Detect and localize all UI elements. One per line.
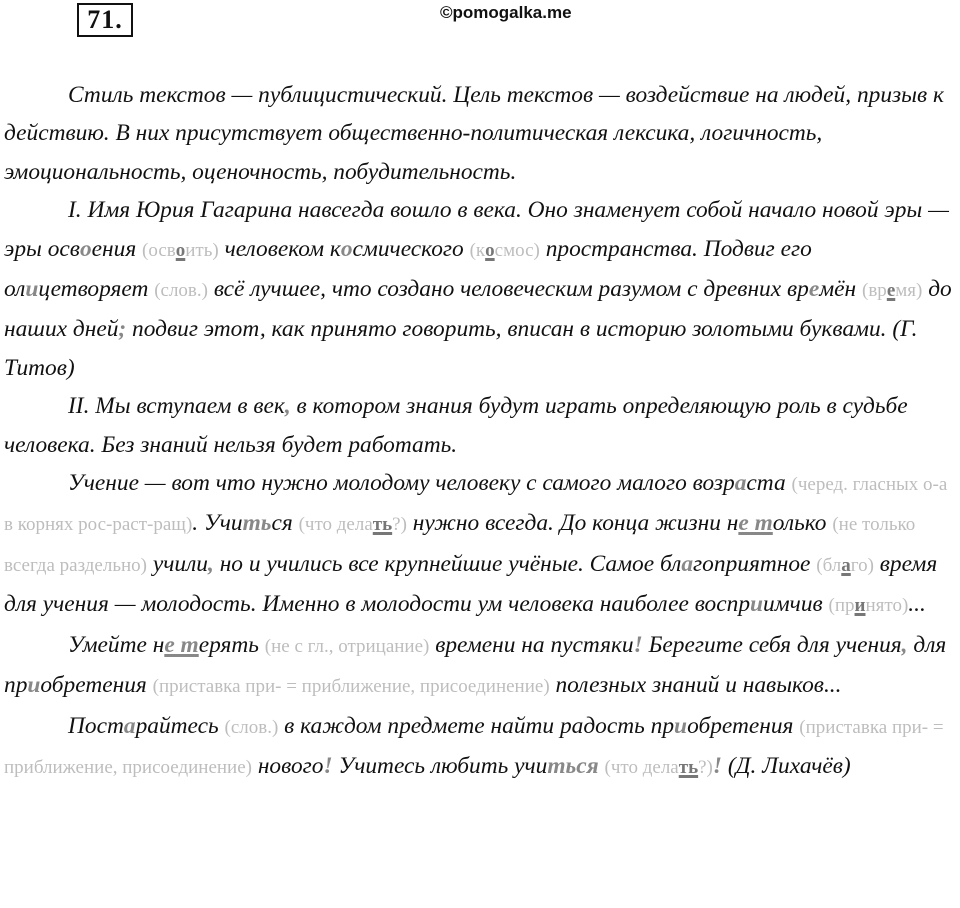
text-run: в котором знания будут играть определяющую роль в судьбе человека. Без знаний нельзя будет работать. bbox=[4, 393, 908, 458]
hint-text: (что делать?) bbox=[604, 756, 713, 778]
highlight-letter: а bbox=[734, 470, 747, 497]
highlight-letter: е т bbox=[738, 510, 773, 537]
text-run: для пр bbox=[4, 631, 947, 699]
text-run: подвиг этот, как принято говорить, вписан в историю золотыми буквами. (Г. Титов) bbox=[4, 316, 918, 381]
highlight-letter: и bbox=[27, 672, 41, 699]
text-run: нужно всегда. До конца жизни н bbox=[406, 510, 739, 537]
highlight-letter: о bbox=[79, 235, 92, 262]
text-run: ... bbox=[908, 591, 926, 618]
exercise-number: 71. bbox=[77, 3, 133, 37]
text-run: смического bbox=[352, 235, 470, 262]
hint-letter: ть bbox=[678, 756, 699, 778]
paragraph-joy bbox=[4, 707, 956, 788]
highlight-punct: ! bbox=[633, 631, 643, 658]
hint-text: (благо) bbox=[816, 554, 874, 576]
text-run: (Д. Лихачёв) bbox=[722, 752, 851, 779]
highlight-letter: е т bbox=[164, 631, 199, 658]
text-run: время для учения — молодость. Именно в молодости ум человека наиболее воспр bbox=[4, 550, 938, 618]
text-run: Берегите себя для учения bbox=[642, 631, 902, 658]
text-run: мён bbox=[819, 276, 862, 303]
hint-text: (приставка при- = приближение, присоединение) bbox=[152, 676, 550, 698]
hint-text: (не с гл., отрицание) bbox=[264, 635, 430, 657]
text-run: цетворяет bbox=[38, 276, 155, 303]
text-run: Пост bbox=[68, 712, 124, 739]
hint-text: (космос) bbox=[469, 239, 540, 261]
hint-letter: о bbox=[175, 239, 186, 261]
text-run: учили bbox=[147, 550, 208, 577]
text-run: II. Мы вступаем в век bbox=[68, 393, 285, 420]
paragraph-gagarin bbox=[4, 191, 956, 387]
highlight-punct: , bbox=[284, 393, 291, 420]
hint-text: (освоить) bbox=[142, 239, 219, 261]
highlight-letter: и bbox=[750, 591, 764, 618]
text-run: полезных знаний и навыков... bbox=[549, 672, 842, 699]
text-run: человеком к bbox=[218, 235, 341, 262]
highlight-letter: а bbox=[123, 712, 136, 739]
highlight-letter: ть bbox=[242, 510, 272, 537]
watermark-brand: ©pomogalka.me bbox=[440, 3, 572, 22]
text-run: I. Имя Юрия Гагарина навсегда вошло в века. Оно знаменует собой начало новой эры — эры осв bbox=[4, 197, 949, 262]
text-run: гоприятное bbox=[693, 550, 817, 577]
text-run: Стиль текстов — публицистический. Цель текстов — воздействие на людей, призыв к действию. В них присутствует общественно-политическая лексика, логичность, эмоциональность, оценочность, побудительность. bbox=[4, 82, 944, 185]
hint-letter: а bbox=[841, 554, 851, 576]
text-run: ения bbox=[91, 235, 143, 262]
highlight-letter: о bbox=[340, 235, 353, 262]
text-run: ся bbox=[271, 510, 299, 537]
text-run: всё лучшее, что создано человеческим разумом с древних вр bbox=[207, 276, 809, 303]
highlight-punct: ! bbox=[712, 752, 722, 779]
hint-text: (что делать?) bbox=[298, 514, 407, 536]
exercise-text bbox=[4, 76, 956, 787]
hint-letter: ть bbox=[372, 514, 393, 536]
highlight-letter: ться bbox=[547, 752, 605, 779]
highlight-punct: , bbox=[901, 631, 908, 658]
highlight-punct: , bbox=[207, 550, 214, 577]
text-run: но и учились все крупнейшие учёные. Самое бл bbox=[213, 550, 682, 577]
highlight-punct: ; bbox=[118, 316, 127, 343]
hint-text: (время) bbox=[862, 280, 923, 302]
text-run: времени на пустяки bbox=[429, 631, 634, 658]
paragraph-style bbox=[4, 76, 956, 191]
text-run: райтесь bbox=[135, 712, 225, 739]
text-run: обретения bbox=[687, 712, 800, 739]
paragraph-knowledge bbox=[4, 387, 956, 464]
text-run: Учение — вот что нужно молодому человеку с самого малого возр bbox=[68, 470, 735, 497]
hint-text: (слов.) bbox=[224, 716, 279, 738]
hint-text: (не только всегда раздельно) bbox=[4, 514, 916, 576]
hint-letter: о bbox=[485, 239, 495, 261]
text-run: олько bbox=[772, 510, 833, 537]
text-run: Учитесь любить учи bbox=[332, 752, 548, 779]
highlight-letter: и bbox=[674, 712, 688, 739]
hint-letter: е bbox=[886, 280, 896, 302]
highlight-letter: и bbox=[25, 276, 39, 303]
text-run: . Учи bbox=[192, 510, 243, 537]
paragraph-time bbox=[4, 626, 956, 707]
text-run: Умейте н bbox=[68, 631, 165, 658]
highlight-letter: е bbox=[808, 276, 820, 303]
highlight-letter: а bbox=[681, 550, 694, 577]
hint-letter: и bbox=[854, 595, 866, 617]
hint-text: (черед. гласных о-а в корнях рос-раст-ращ) bbox=[4, 474, 948, 536]
text-run: пространства. Подвиг его ол bbox=[4, 235, 812, 303]
text-run: имчив bbox=[763, 591, 829, 618]
hint-text: (приставка при- = приближение, присоединение) bbox=[4, 716, 944, 778]
text-run: до наших дней bbox=[4, 276, 952, 343]
hint-text: (принято) bbox=[828, 595, 909, 617]
text-run: ерять bbox=[198, 631, 265, 658]
hint-text: (слов.) bbox=[154, 280, 208, 302]
paragraph-learning bbox=[4, 464, 956, 626]
highlight-punct: ! bbox=[323, 752, 333, 779]
text-run: в каждом предмете найти радость пр bbox=[278, 712, 675, 739]
text-run: нового bbox=[251, 752, 324, 779]
text-run: ста bbox=[746, 470, 792, 497]
text-run: обретения bbox=[40, 672, 153, 699]
